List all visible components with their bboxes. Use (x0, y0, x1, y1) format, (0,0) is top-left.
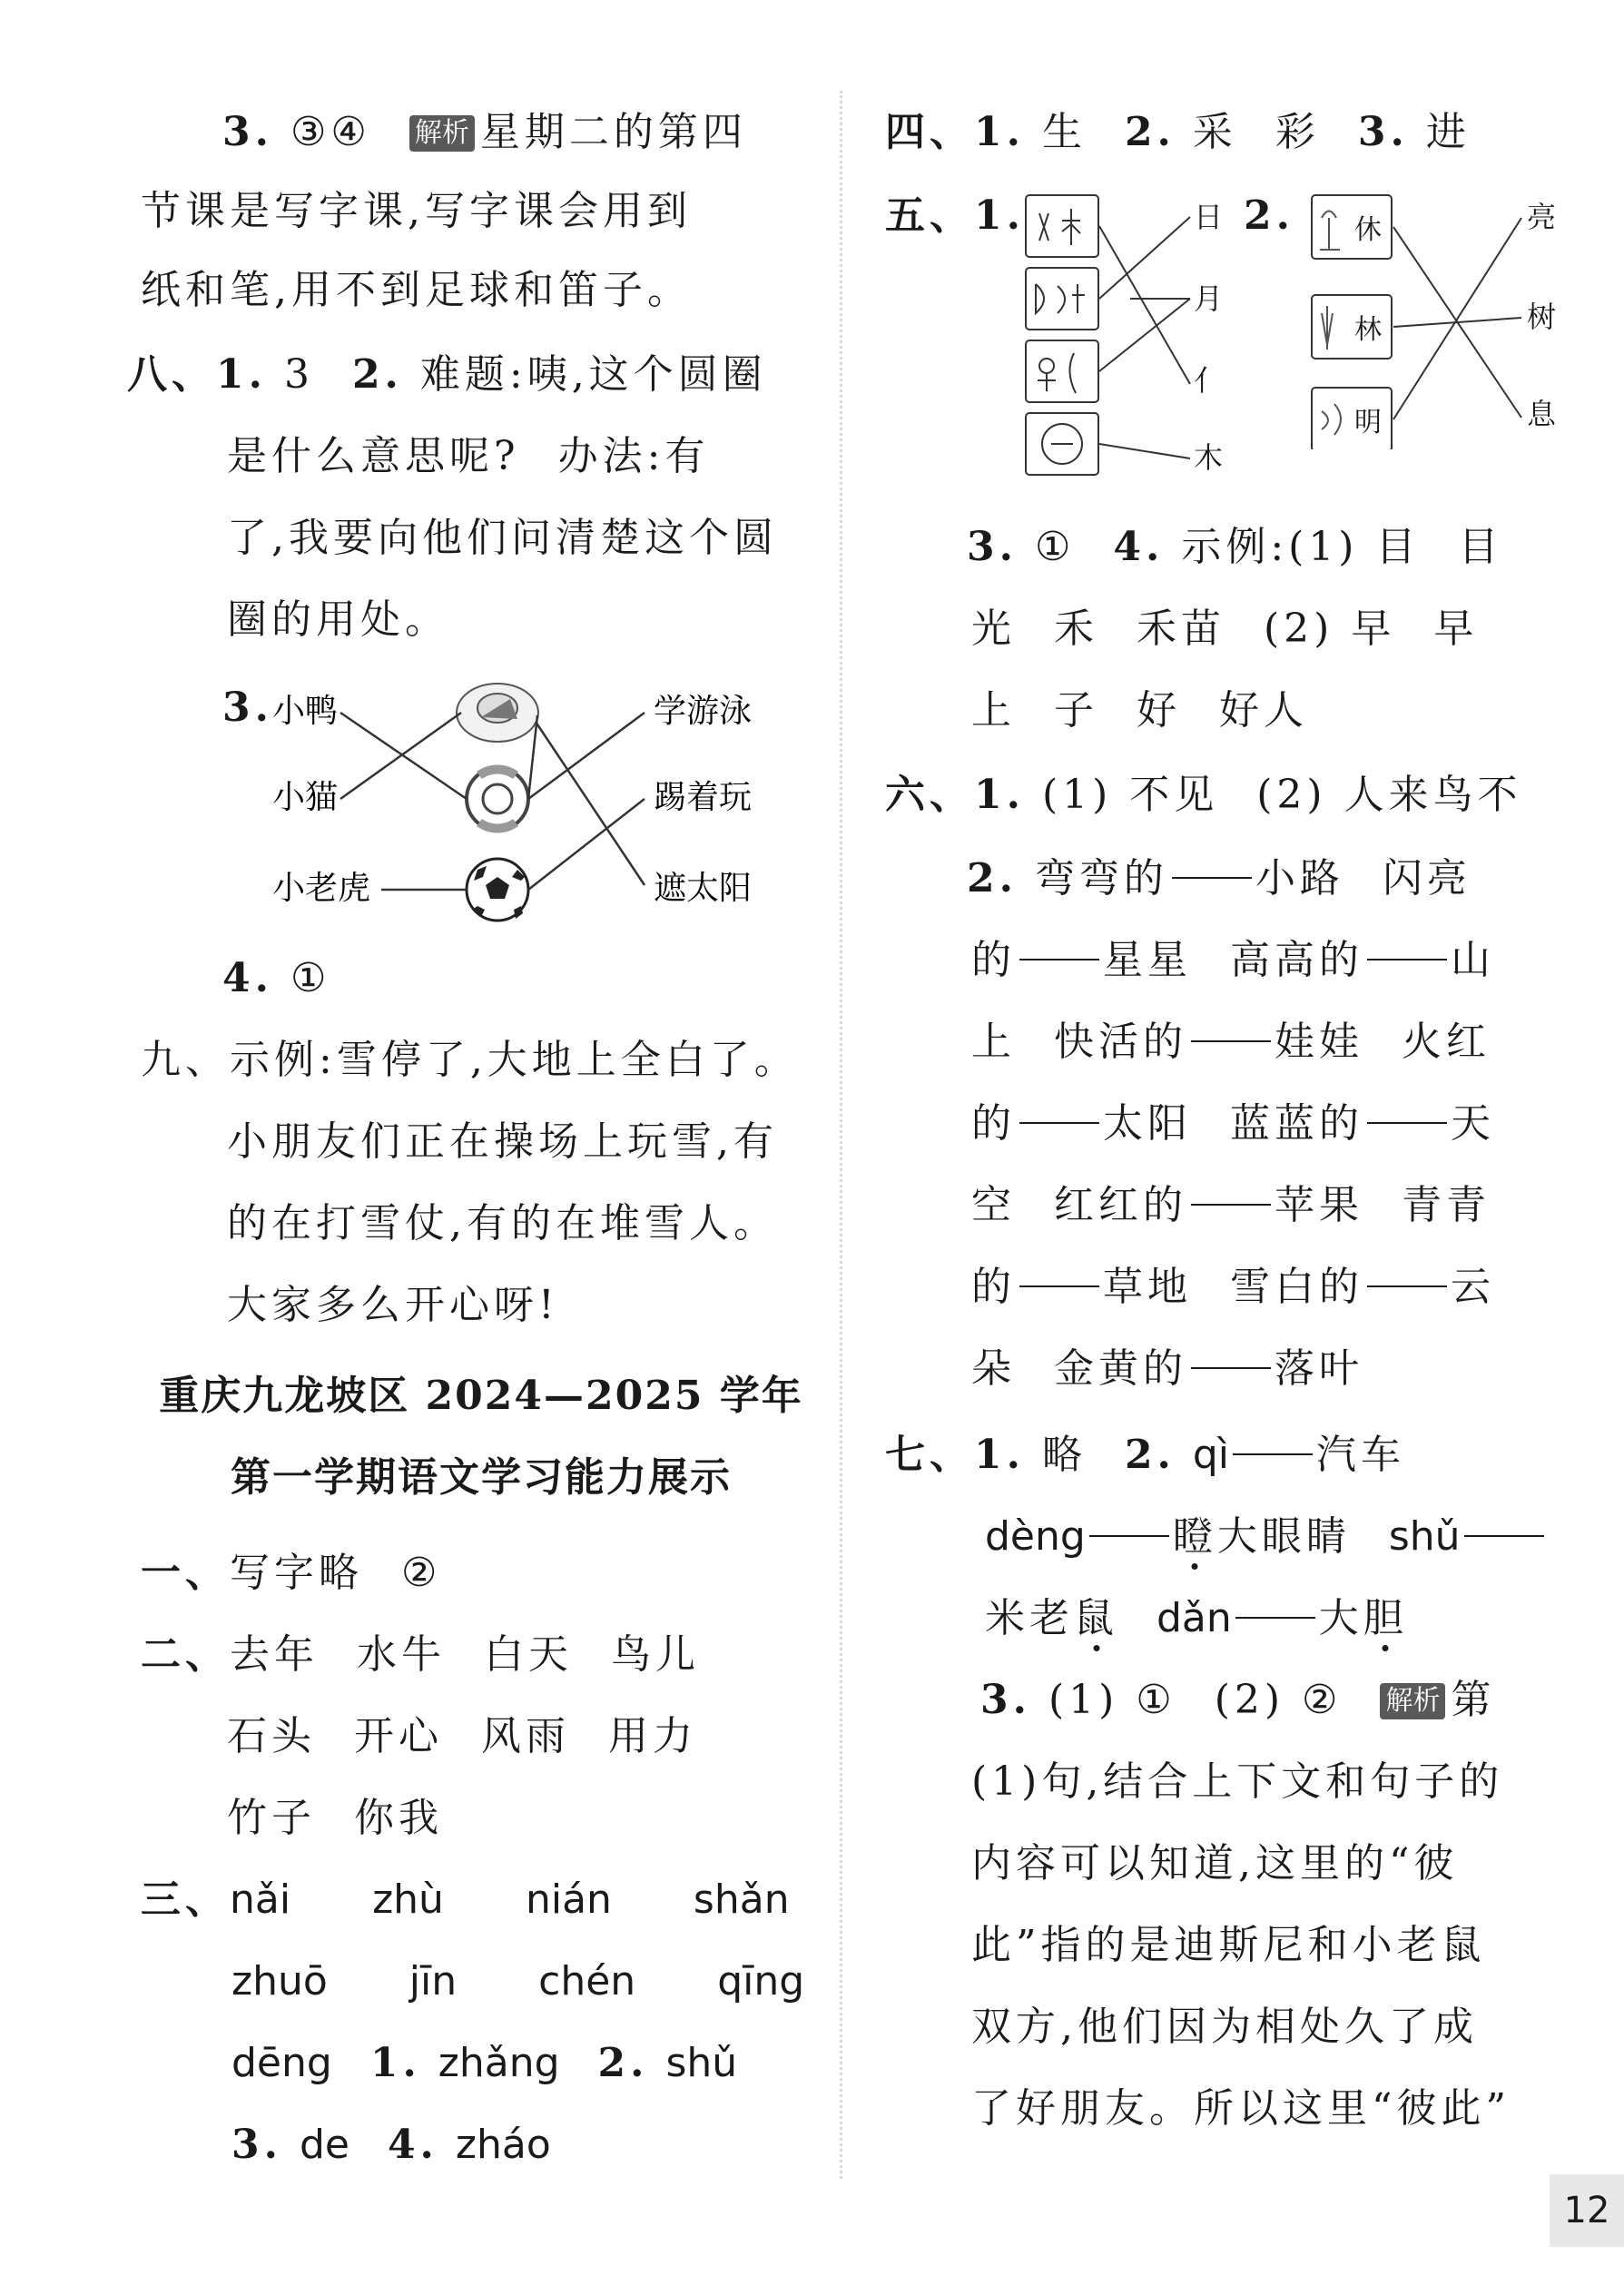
q8-3-line2: 节课是写字课,写字课会用到 (141, 188, 692, 234)
section-7-line6: 内容可以知道,这里的“彼 (971, 1840, 1459, 1886)
oracle-glyph-box (1026, 340, 1098, 402)
section-6-line2: 2. 弯弯的 小路 闪亮 (967, 855, 1471, 901)
section-4: 四、1. 生 2. 采 彩 3. 进 (885, 109, 1471, 155)
section-2-row1: 二、去年 水牛 白天 鸟儿 (141, 1631, 700, 1678)
match-box-label: 休 (1354, 214, 1382, 246)
section-6-line6: 空 红红的 苹果 青青 (971, 1182, 1491, 1228)
exam-heading-line2: 第一学期语文学习能力展示 (231, 1454, 732, 1501)
match-right-item: 息 (1527, 397, 1557, 431)
match-right-item: 踢着玩 (654, 779, 753, 816)
match-box-label: 明 (1354, 407, 1382, 438)
match-right-item: 树 (1527, 300, 1557, 334)
section-5-3-line1: 3. ① 4. 示例:(1) 目 目 (967, 524, 1503, 570)
section-8-line3: 了,我要向他们问清楚这个圆 (227, 515, 778, 561)
match-lines (1393, 218, 1521, 419)
section-7-line4: 3. (1) ① (2) ② 解析 第 (980, 1677, 1496, 1723)
section-3-row2: zhuō jīn chén qīng (231, 1958, 805, 2004)
swim-ring-icon (467, 768, 528, 830)
section-3-row3: dēng 1. zhǎng 2. shǔ (231, 2040, 738, 2086)
match-right-item: 日 (1194, 200, 1224, 234)
exam-heading-line1: 重庆九龙坡区 2024—2025 学年 (159, 1373, 803, 1419)
match-left-item: 小鸭 (272, 693, 339, 730)
q8-4: 4. ① (222, 955, 331, 1001)
section-1: 一、写字略 ② (141, 1550, 442, 1596)
section-6-line5: 的 太阳 蓝蓝的 天 (971, 1100, 1495, 1147)
match-right-item: 木 (1194, 440, 1224, 475)
section-6-line3: 的 星星 高高的 山 (971, 937, 1495, 983)
section-3-row4: 3. de 4. zháo (231, 2122, 551, 2168)
soccer-ball-icon (467, 859, 528, 921)
matching-diagram-1 (272, 672, 835, 935)
section-7-line3: 米老鼠 dǎn 大胆 (985, 1593, 1408, 1644)
section-5-3-line2: 光 禾 禾苗 (2) 早 早 (971, 606, 1479, 652)
section-6-line4: 上 快活的 娃娃 火红 (971, 1019, 1491, 1065)
left-column (127, 0, 826, 2295)
match-right-item: 遮太阳 (654, 870, 753, 907)
section-9-line4: 大家多么开心呀! (227, 1282, 559, 1328)
section-8-line1: 八、1. 3 2. 难题:咦,这个圆圈 (127, 351, 767, 398)
section-7-line7: 此”指的是迪斯尼和小老鼠 (971, 1922, 1486, 1968)
match-3-number: 3. (222, 685, 273, 731)
match-right-item: 月 (1194, 281, 1224, 316)
section-8-line2: 是什么意思呢? 办法:有 (227, 433, 710, 479)
section-8-line4: 圈的用处。 (227, 596, 449, 643)
match-box-label: 林 (1354, 314, 1382, 346)
section-9-line2: 小朋友们正在操场上玩雪,有 (227, 1118, 778, 1165)
section-6-line8: 朵 金黄的 落叶 (971, 1345, 1363, 1392)
section-2-row3: 竹子 你我 (227, 1795, 443, 1841)
section-5-3-line3: 上 子 好 好人 (971, 687, 1308, 734)
page-number: 12 (1550, 2174, 1624, 2247)
q8-3-line3: 纸和笔,用不到足球和笛子。 (141, 267, 692, 313)
section-7-line8: 双方,他们因为相处久了成 (971, 2004, 1478, 2050)
match-left-item: 小猫 (272, 779, 339, 816)
section-6-line1: 六、1. (1) 不见 (2) 人来鸟不 (885, 772, 1522, 818)
right-column (881, 0, 1570, 2295)
section-5-number: 五、1. (885, 192, 1025, 239)
section-9-line3: 的在打雪仗,有的在堆雪人。 (227, 1200, 778, 1246)
section-3-row1: 三、nǎi zhù nián shǎn (141, 1876, 790, 1923)
section-7-line5: (1)句,结合上下文和句子的 (971, 1758, 1504, 1805)
q8-3-line1: 3. ③④ 解析 星期二的第四 (222, 109, 747, 155)
section-5-2-number: 2. (1244, 192, 1294, 239)
section-2-row2: 石头 开心 风雨 用力 (227, 1713, 697, 1759)
match-left-item: 小老虎 (272, 870, 371, 907)
matching-diagram-2 (1021, 186, 1239, 490)
section-7-line2: dèng 瞪大眼睛 shǔ (985, 1512, 1548, 1562)
column-divider (840, 91, 842, 2179)
match-right-item: 学游泳 (654, 693, 753, 730)
hat-icon (457, 684, 538, 742)
match-right-item: 亻 (1194, 363, 1224, 398)
analysis-tag: 解析 (1380, 1683, 1445, 1719)
match-right-item: 亮 (1527, 200, 1557, 234)
analysis-tag: 解析 (409, 115, 475, 152)
section-7-line1: 七、1. 略 2. qì 汽车 (885, 1432, 1406, 1478)
matching-diagram-3 (1307, 186, 1570, 449)
oracle-glyph-box (1026, 195, 1098, 257)
match-lines (1099, 217, 1190, 458)
section-7-line9: 了好朋友。所以这里“彼此” (971, 2085, 1511, 2132)
section-6-line7: 的 草地 雪白的 云 (971, 1264, 1495, 1310)
section-9-line1: 九、示例:雪停了,大地上全白了。 (141, 1037, 799, 1083)
